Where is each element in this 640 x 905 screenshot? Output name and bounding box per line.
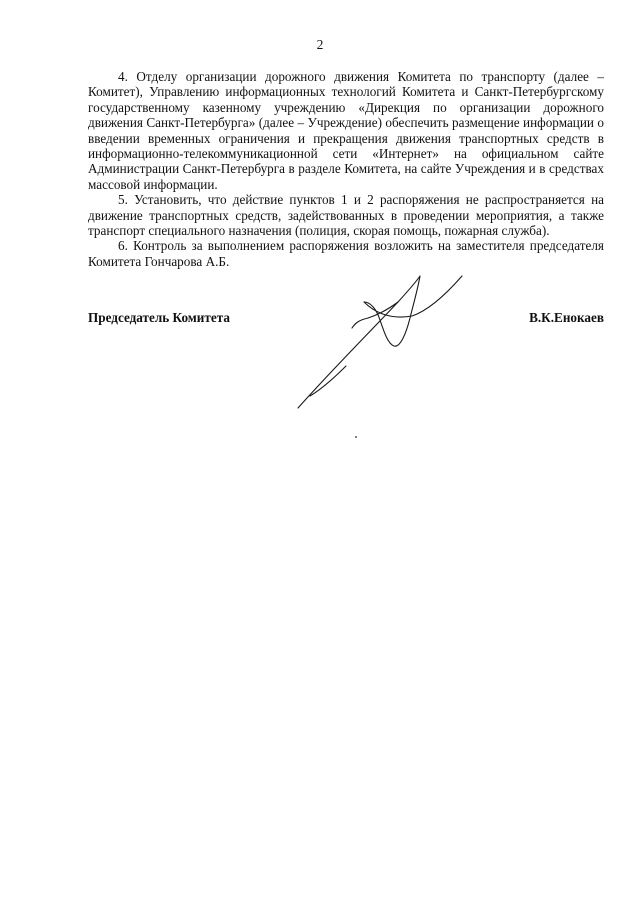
signatory-title: Председатель Комитета (88, 310, 230, 325)
signatory-name: В.К.Енокаев (529, 310, 604, 325)
paragraph-item-5: 5. Установить, что действие пунктов 1 и 2 распоряжения не распространяется на движение транспортных средств, задействованных в проведении мероприятия, а также транспорт специального назначения (полиция, скорая помощь, пожарная служба). (88, 192, 604, 239)
paragraph-item-4: 4. Отделу организации дорожного движения Комитета по транспорту (далее – Комитет), Управлению информационных технологий Комитета и Санкт-Петербургскому государственному казенному учреждению «Дирекция по организации дорожного движения Санкт-Петербурга» (далее – Учреждение) обеспечить размещение информации о введении временных ограничения и прекращения движения транспортных средств в информационно-телекоммуникационной сети «Интернет» на официальном сайте Администрации Санкт-Петербурга в разделе Комитета, на сайте Учреждения и в средствах массовой информации. (88, 69, 604, 192)
handwritten-signature-icon (290, 262, 470, 412)
page-number: 2 (316, 37, 324, 52)
paragraph-item-6: 6. Контроль за выполнением распоряжения возложить на заместителя председателя Комитета Гончарова А.Б. (88, 238, 604, 269)
scan-speck (355, 436, 357, 438)
document-body (88, 69, 604, 269)
